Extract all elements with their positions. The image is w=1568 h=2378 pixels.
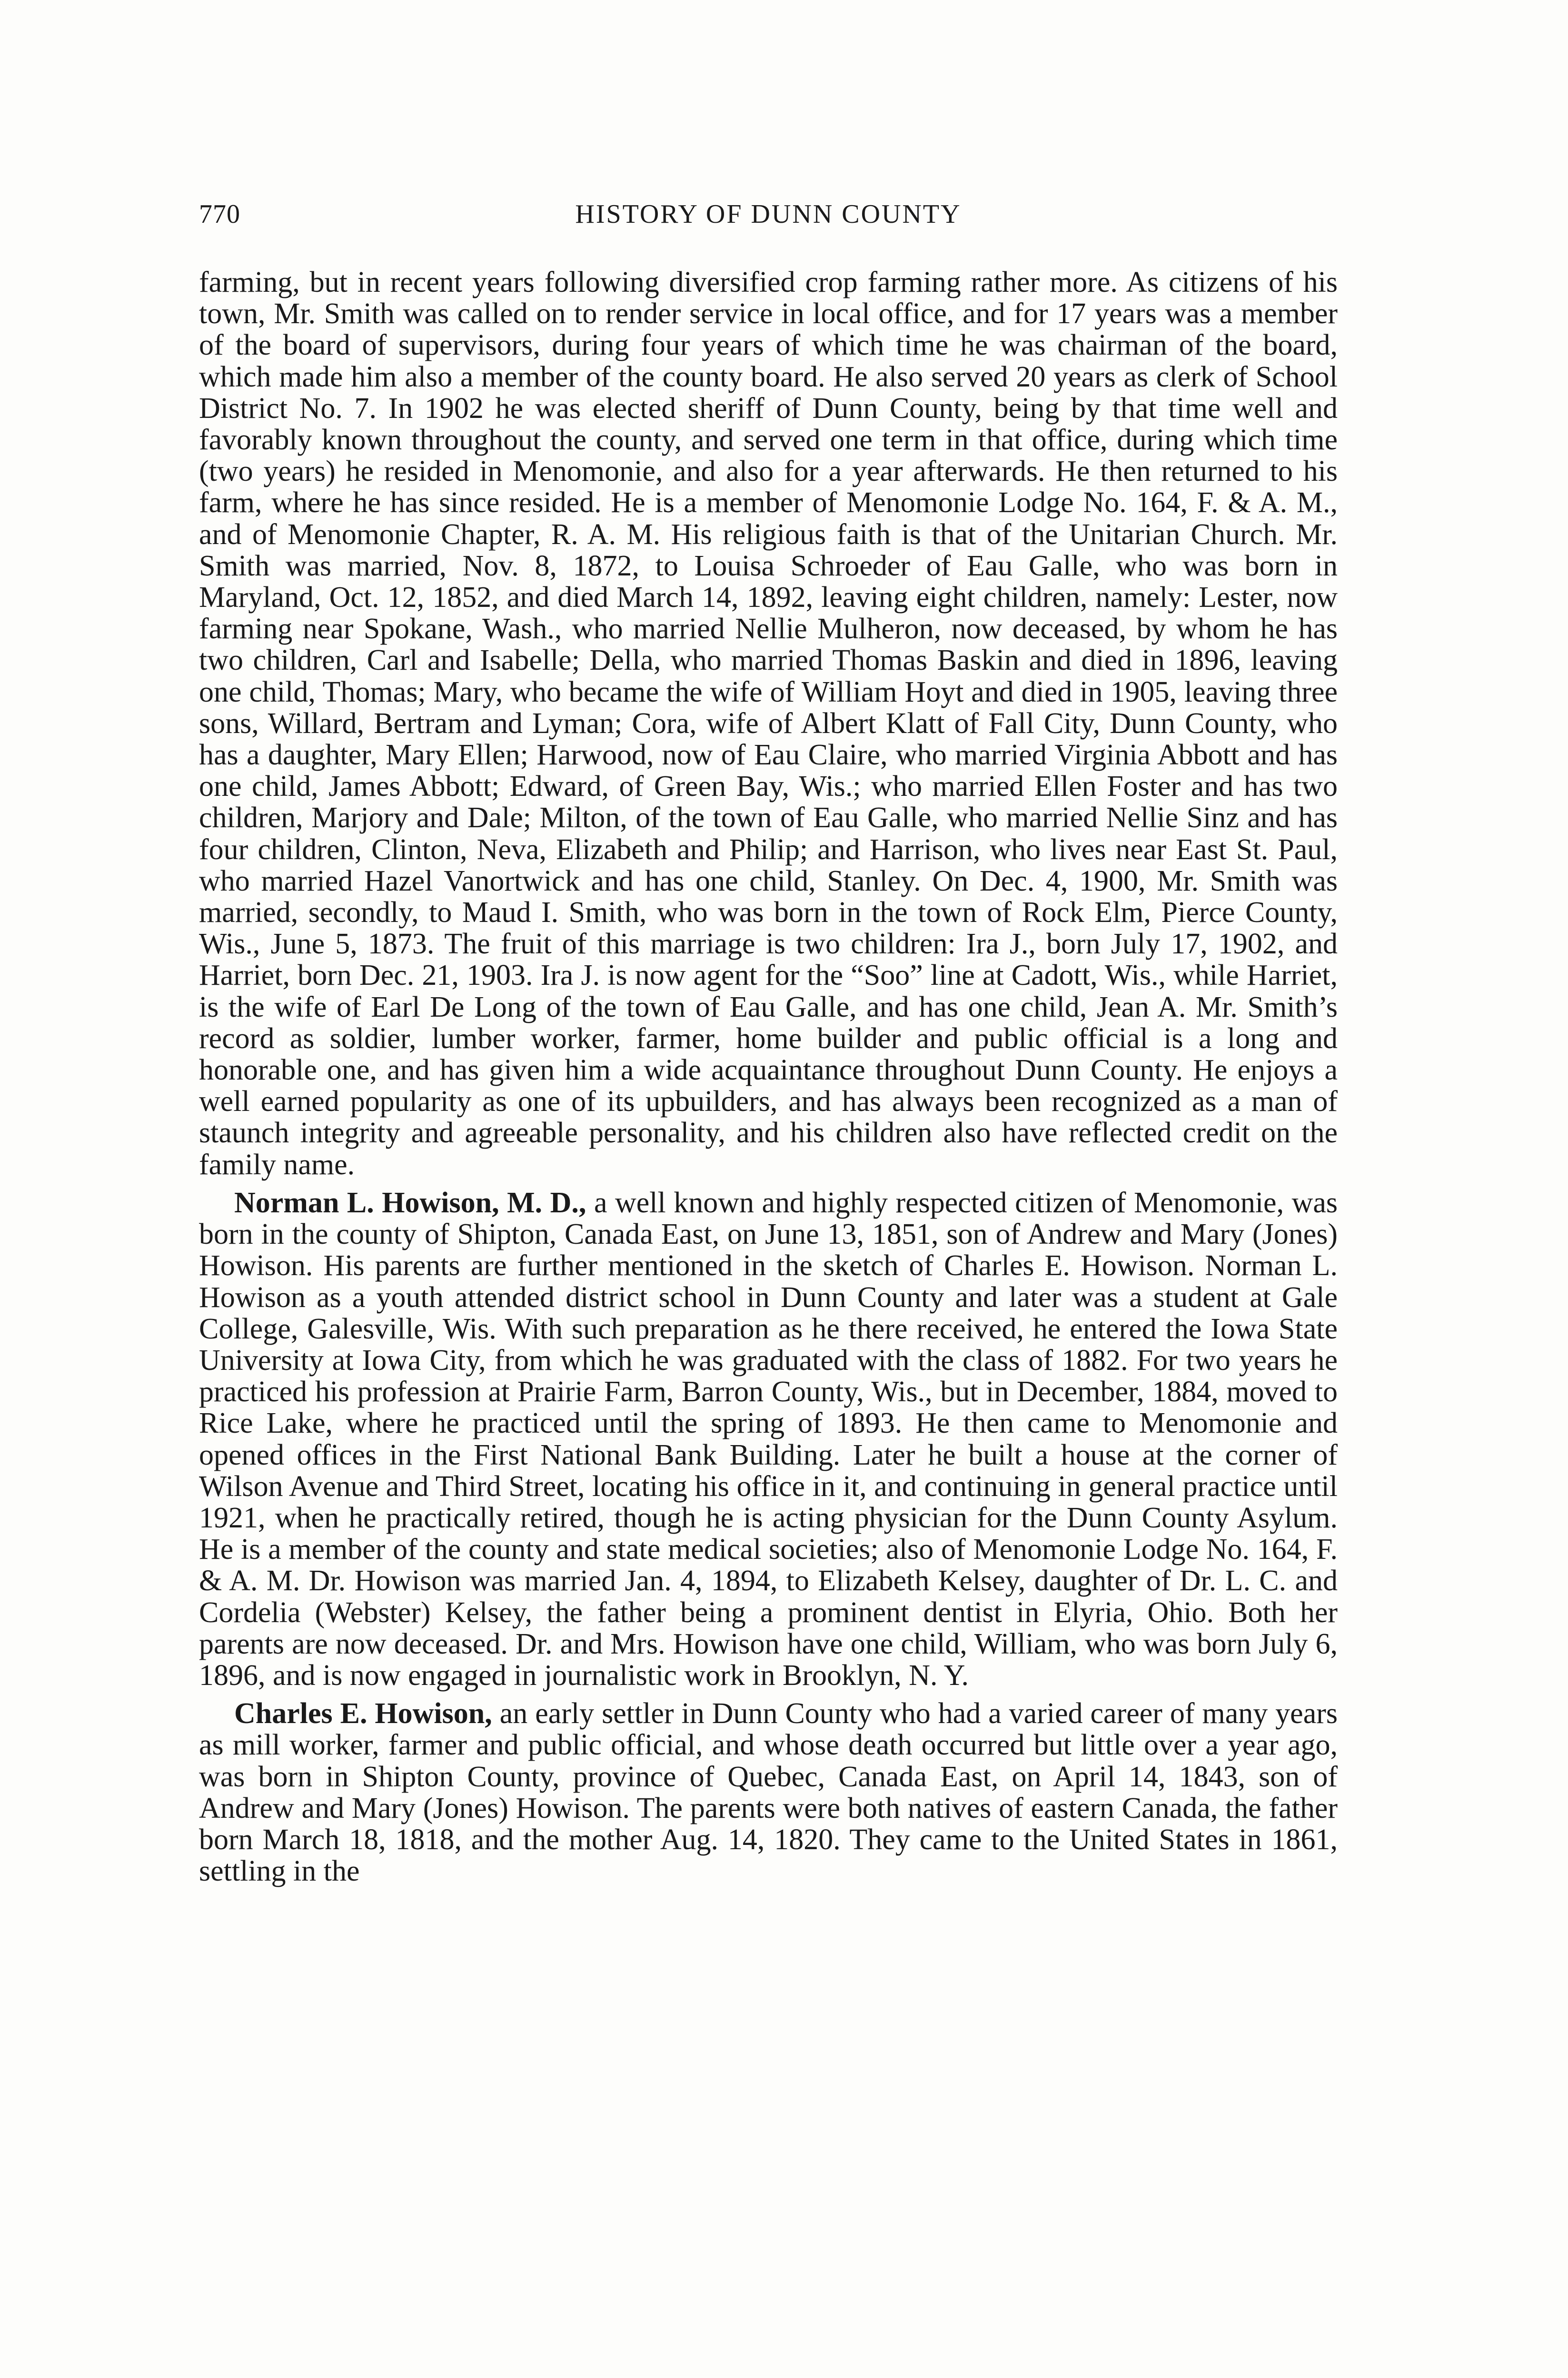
running-head [199,199,1338,237]
sketch-name: Norman L. Howison, M. D., [234,1186,586,1219]
paragraph-text: an early settler in Dunn County who had a varied career of many years as mill worker, farmer and public official, and whose death occurred but little over a year ago, was born in Shipton County, province of Quebec, Canada East, on April 14, 1843, son of Andrew and Mary (Jones) Howison. The parents were both natives of eastern Canada, the father born March 18, 1818, and the mother Aug. 14, 1820. They came to the United States in 1861, settling in the [199,1697,1338,1888]
paragraph-norman-howison [199,1187,1338,1691]
paragraph-text: a well known and highly respected citizen of Menomonie, was born in the county of Shipton, Canada East, on June 13, 1851, son of Andrew and Mary (Jones) Howison. His parents are further mentioned in the sketch of Charles E. Howison. Norman L. Howison as a youth attended district school in Dunn County and later was a student at Gale College, Galesville, Wis. With such preparation as he there received, he entered the Iowa State University at Iowa City, from which he was graduated with the class of 1882. For two years he practiced his profession at Prairie Farm, Barron County, Wis., but in December, 1884, moved to Rice Lake, where he practiced until the spring of 1893. He then came to Menomonie and opened offices in the First National Bank Building. Later he built a house at the corner of Wilson Avenue and Third Street, locating his office in it, and continuing in general practice until 1921, when he practically retired, though he is acting physician for the Dunn County Asylum. He is a member of the county and state medical societies; also of Menomonie Lodge No. 164, F. & A. M. Dr. Howison was married Jan. 4, 1894, to Elizabeth Kelsey, daughter of Dr. L. C. and Cordelia (Webster) Kelsey, the father being a prominent dentist in Elyria, Ohio. Both her parents are now deceased. Dr. and Mrs. Howison have one child, William, who was born July 6, 1896, and is now engaged in journalistic work in Brooklyn, N. Y. [199,1186,1338,1692]
sketch-name: Charles E. Howison, [234,1697,492,1730]
running-title: HISTORY OF DUNN COUNTY [575,199,962,229]
paragraph-text: farming, but in recent years following diversified crop farming rather more. As citizens of his town, Mr. Smith was called on to render service in local office, and for 17 years was a member of the board of supervisors, during four years of which time he was chairman of the board, which made him also a member of the county board. He also served 20 years as clerk of School District No. 7. In 1902 he was elected sheriff of Dunn County, being by that time well and favorably known throughout the county, and served one term in that office, during which time (two years) he resided in Menomonie, and also for a year afterwards. He then returned to his farm, where he has since resided. He is a member of Menomonie Lodge No. 164, F. & A. M., and of Menomonie Chapter, R. A. M. His religious faith is that of the Unitarian Church. Mr. Smith was married, Nov. 8, 1872, to Louisa Schroeder of Eau Galle, who was born in Maryland, Oct. 12, 1852, and died March 14, 1892, leaving eight children, namely: Lester, now farming near Spokane, Wash., who married Nellie Mulheron, now deceased, by whom he has two children, Carl and Isabelle; Della, who married Thomas Baskin and died in 1896, leaving one child, Thomas; Mary, who became the wife of William Hoyt and died in 1905, leaving three sons, Willard, Bertram and Lyman; Cora, wife of Albert Klatt of Fall City, Dunn County, who has a daughter, Mary Ellen; Harwood, now of Eau Claire, who married Virginia Abbott and has one child, James Abbott; Edward, of Green Bay, Wis.; who married Ellen Foster and has two children, Marjory and Dale; Milton, of the town of Eau Galle, who married Nellie Sinz and has four children, Clinton, Neva, Elizabeth and Philip; and Harrison, who lives near East St. Paul, who married Hazel Vanortwick and has one child, Stanley. On Dec. 4, 1900, Mr. Smith was married, secondly, to Maud I. Smith, who was born in the town of Rock Elm, Pierce County, Wis., June 5, 1873. The fruit of this marriage is two children: Ira J., born July 17, 1902, and Harriet, born Dec. 21, 1903. Ira J. is now agent for the “Soo” line at Cadott, Wis., while Harriet, is the wife of Earl De Long of the town of Eau Galle, and has one child, Jean A. Mr. Smith’s record as soldier, lumber worker, farmer, home builder and public official is a long and honorable one, and has given him a wide acquaintance throughout Dunn County. He enjoys a well earned popularity as one of its upbuilders, and has always been recognized as a man of staunch integrity and agreeable personality, and his children also have reflected credit on the family name. [199,266,1338,1181]
paragraph-smith-continued [199,267,1338,1180]
page-number: 770 [199,199,240,229]
body-text [199,267,1338,1887]
paragraph-charles-howison [199,1698,1338,1887]
